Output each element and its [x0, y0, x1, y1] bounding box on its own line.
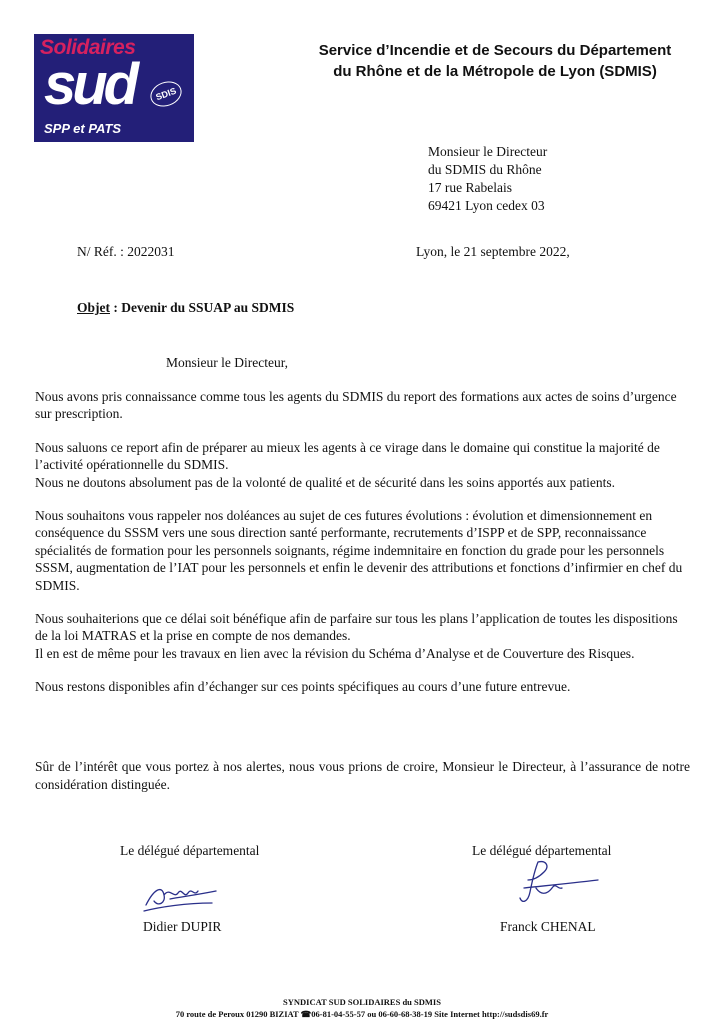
- footer-line-2: 70 route de Peroux 01290 BIZIAT ☎06-81-04-55-57 ou 06-60-68-38-19 Site Internet http://sudsdis69.fr: [175, 1009, 549, 1019]
- logo-badge: SDIS: [147, 77, 185, 110]
- subject-label: Objet: [77, 300, 110, 315]
- handwritten-signature-chenal: [512, 858, 602, 908]
- signatory-title-1: Le délégué départemental: [120, 843, 260, 858]
- paragraph: Nous saluons ce report afin de préparer au mieux les agents à ce virage dans le domaine qui constitue la majorité de l’activité opérationnelle du SDMIS.: [35, 439, 660, 473]
- paragraph: Nous souhaiterions que ce délai soit bénéfique afin de parfaire sur tous les plans l’application de toutes les dispositions de la loi MATRAS et la prise en compte de nos demandes.: [35, 611, 678, 644]
- signatory-name-2: Franck CHENAL: [500, 919, 596, 934]
- recipient-line-3: 17 rue Rabelais: [428, 180, 512, 195]
- organization-header: [300, 40, 690, 82]
- paragraph: Nous souhaitons vous rappeler nos doléances au sujet de ces futures évolutions : évolution et dimensionnement en conséquence du SSSM vers une sous direction santé performante, recrutements d’ISPP et de SPP, reconnaissance spécialités de formation pour les personnels soignants, régime indemnitaire en fonction du grade pour les personnels SSSM, augmentation de l’IAT pour les personnels et enfin le devenir des attributions et fonctions d’infirmier en chef du SDMIS.: [35, 508, 683, 593]
- logo-top-text: Solidaires: [40, 36, 136, 59]
- org-line-2: du Rhône et de la Métropole de Lyon (SDMIS): [333, 63, 657, 80]
- recipient-line-2: du SDMIS du Rhône: [428, 162, 542, 177]
- paragraph: Il en est de même pour les travaux en lien avec la révision du Schéma d’Analyse et de Couverture des Risques.: [35, 645, 635, 661]
- reference-number: N/ Réf. : 2022031: [77, 244, 175, 259]
- recipient-line-1: Monsieur le Directeur: [428, 144, 548, 159]
- footer-line-1: SYNDICAT SUD SOLIDAIRES du SDMIS: [283, 997, 441, 1007]
- recipient-line-4: 69421 Lyon cedex 03: [428, 198, 545, 213]
- salutation: Monsieur le Directeur,: [166, 355, 289, 370]
- footer: [0, 996, 724, 1020]
- handwritten-signature-dupir: [140, 877, 220, 917]
- paragraph: Nous avons pris connaissance comme tous les agents du SDMIS du report des formations aux actes de soins d’urgence sur prescription.: [35, 389, 677, 422]
- org-line-1: Service d’Incendie et de Secours du Département: [318, 42, 672, 59]
- letter-body: [35, 388, 690, 712]
- closing-formula: Sûr de l’intérêt que vous portez à nos alertes, nous vous prions de croire, Monsieur le Directeur, à l’assurance de notre considération distinguée.: [35, 759, 690, 792]
- signatory-title-2: Le délégué départemental: [472, 843, 612, 858]
- paragraph: Nous ne doutons absolument pas de la volonté de qualité et de sécurité dans les soins apportés aux patients.: [35, 474, 615, 490]
- paragraph: Nous restons disponibles afin d’échanger sur ces points spécifiques au cours d’une future entrevue.: [35, 679, 571, 695]
- subject-line: [77, 300, 294, 316]
- subject-text: : Devenir du SSUAP au SDMIS: [110, 300, 295, 315]
- place-and-date: Lyon, le 21 septembre 2022,: [416, 244, 570, 259]
- signatory-name-1: Didier DUPIR: [143, 919, 222, 934]
- logo-bottom-text: SPP et PATS: [44, 121, 122, 136]
- union-logo: [34, 34, 194, 142]
- logo-main-text: sud: [44, 52, 136, 117]
- recipient-address: [428, 143, 547, 215]
